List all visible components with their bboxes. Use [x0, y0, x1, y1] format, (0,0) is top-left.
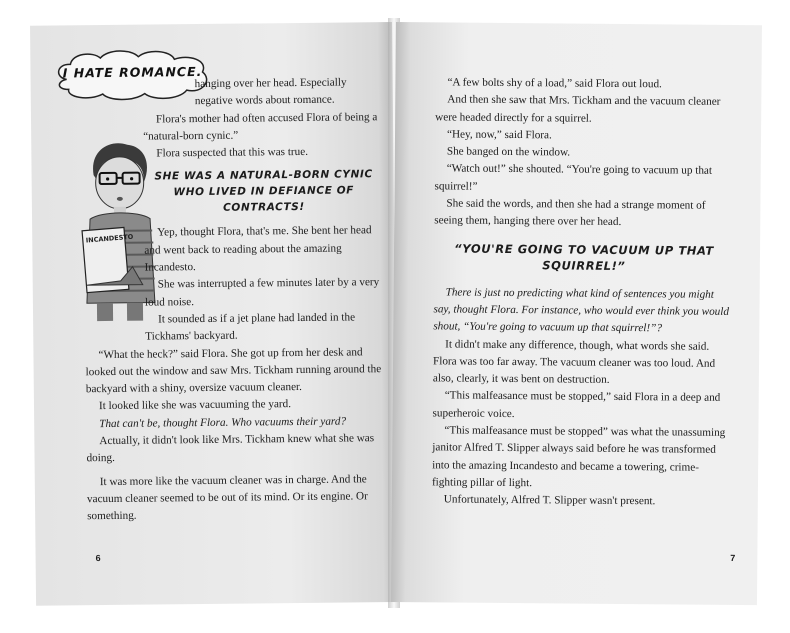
paragraph: “Hey, now,” said Flora. — [446, 128, 552, 142]
paragraph: “Watch out!” she shouted. “You're going to vacuum up that squirrel!” — [434, 162, 713, 193]
left-page-text — [83, 74, 388, 526]
paragraph: Actually, it didn't look like Mrs. Tickham knew what she was doing. — [86, 432, 375, 465]
callout-text: “YOU'RE GOING TO VACUUM UP THAT SQUIRREL!” — [454, 241, 714, 273]
open-book — [30, 22, 762, 602]
paragraph: It didn't make any difference, though, what words she said. Flora was too far away. The vacuum cleaner was too loud. And also, clearly, it was bent on destruction. — [432, 338, 716, 387]
paragraph: “A few bolts shy of a load,” said Flora out loud. — [447, 76, 662, 91]
paragraph: It was more like the vacuum cleaner was in charge. And the vacuum cleaner seemed to be out of its mind. Or its engine. Or something. — [86, 472, 368, 523]
paragraph: Yep, thought Flora, that's me. She bent her head and went back to reading about the amazing Incandesto. — [144, 224, 372, 274]
paragraph: It looked like she was vacuuming the yard. — [98, 398, 292, 413]
right-page — [391, 22, 762, 605]
paragraph: She said the words, and then she had a strange moment of seeing them, hanging there over her head. — [434, 197, 706, 229]
paragraph: “This malfeasance must be stopped” was what the unassuming janitor Alfred T. Slipper always said before he was transformed into the amazing Incandesto and became a towering, crime-fighting pillar of light. — [431, 424, 726, 490]
comic-cover-label: INCANDESTO — [85, 232, 134, 245]
callout-text: SHE WAS A NATURAL-BORN CYNIC WHO LIVED IN DEFIANCE OF CONTRACTS! — [154, 168, 373, 215]
paragraph: She was interrupted a few minutes later by a very loud noise. — [144, 276, 380, 309]
thought-bubble-text: I HATE ROMANCE. — [62, 63, 203, 81]
paragraph: That can't be, thought Flora. Who vacuums their yard? — [99, 415, 347, 430]
right-page-text — [432, 74, 736, 511]
page-number: 7 — [730, 552, 736, 563]
paragraph: There is just no predicting what kind of sentences you might say, thought Flora. For instance, who would ever think you would shout, “You're going to vacuum up that squirrel!”? — [433, 286, 730, 335]
paragraph: And then she saw that Mrs. Tickham and the vacuum cleaner were headed directly for a squirrel. — [435, 93, 721, 125]
paragraph: “This malfeasance must be stopped,” said Flora in a deep and superheroic voice. — [432, 389, 721, 420]
paragraph: Unfortunately, Alfred T. Slipper wasn't present. — [443, 493, 656, 508]
left-page — [30, 22, 398, 606]
page-number: 6 — [95, 553, 101, 564]
paragraph: “What the heck?” said Flora. She got up from her desk and looked out the window and saw Mrs. Tickham running around the backyard with a shiny, oversize vacuum cleaner. — [85, 345, 382, 396]
paragraph: Flora suspected that this was true. — [156, 146, 309, 160]
paragraph: She banged on the window. — [446, 145, 571, 159]
paragraph: Flora's mother had often accused Flora of being a “natural-born cynic.” — [143, 110, 378, 143]
paragraph: hanging over her head. Especially negative words about romance. — [194, 76, 347, 108]
paragraph: It sounded as if a jet plane had landed in the Tickhams' backyard. — [145, 311, 356, 343]
